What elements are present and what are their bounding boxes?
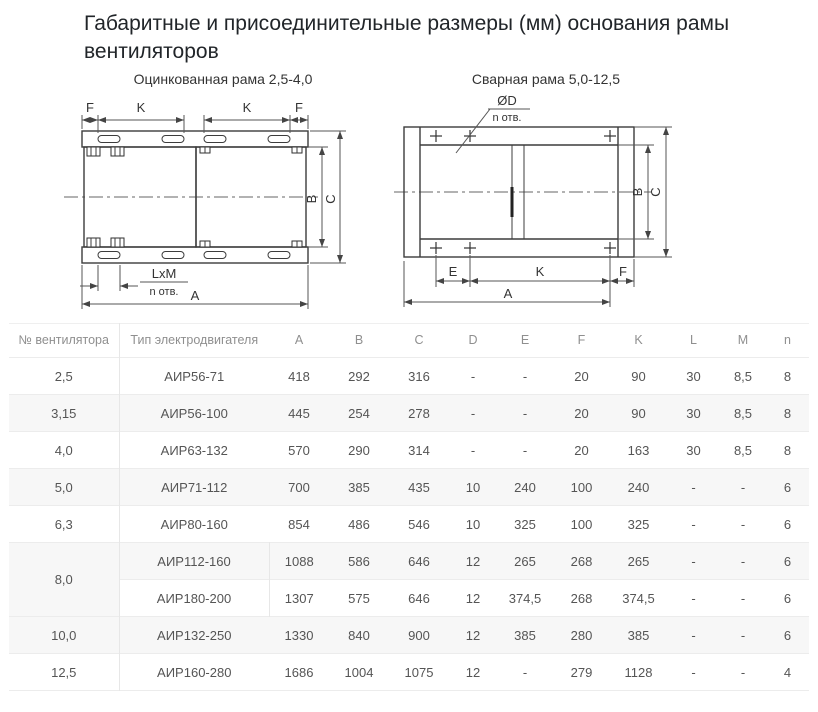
table-cell: - — [449, 395, 497, 432]
dim-label-f1: F — [86, 100, 94, 116]
table-cell: - — [667, 543, 720, 580]
dimension-line-a — [82, 265, 308, 309]
table-cell: 20 — [553, 395, 610, 432]
table-cell: 4 — [783, 664, 792, 680]
table-cell: 374,5 — [508, 590, 542, 606]
cell-motor-type: АИР80-160 — [160, 516, 228, 532]
holes-count-label: n отв. — [492, 112, 522, 125]
diagram-galvanized-title: Оцинкованная рама 2,5-4,0 — [133, 71, 313, 88]
dim-label-a: A — [503, 286, 513, 302]
table-row — [9, 432, 809, 469]
table-cell: 385 — [610, 617, 667, 654]
header-col-d: D — [468, 333, 478, 348]
table-row — [9, 580, 809, 617]
table-cell: 418 — [288, 368, 310, 384]
cell-fan-number: 10,0 — [9, 617, 119, 654]
dim-label-b: B — [304, 195, 319, 204]
diagram-galvanized-frame — [56, 71, 390, 315]
header-motor-type: Тип электродвигателя — [130, 333, 259, 348]
dim-label-a: A — [190, 288, 200, 304]
table-cell: 30 — [686, 368, 701, 384]
dim-label-f: F — [619, 264, 627, 280]
holes-count-label: n отв. — [149, 286, 179, 299]
dimension-lines-top — [82, 100, 308, 133]
table-cell: 279 — [570, 664, 593, 680]
table-cell: 854 — [288, 516, 310, 532]
table-cell: 316 — [408, 368, 430, 384]
table-cell: 12 — [465, 664, 481, 680]
table-cell: 8 — [783, 368, 792, 384]
cell-fan-number: 8,0 — [9, 543, 119, 617]
table-cell: 486 — [348, 516, 370, 532]
table-cell: 90 — [610, 395, 667, 432]
table-cell: - — [667, 617, 720, 654]
table-cell: 325 — [627, 516, 650, 532]
welded-frame-drawing — [394, 87, 694, 315]
table-row — [9, 395, 809, 432]
table-cell: 325 — [514, 516, 536, 532]
cell-motor-type: АИР56-71 — [164, 368, 225, 384]
cell-fan-number: 6,3 — [9, 506, 119, 543]
header-col-e: E — [520, 333, 530, 348]
dim-label-k: K — [535, 264, 545, 280]
page-title: Габаритные и присоединительные размеры (мм) основания рамы вентиляторов — [84, 12, 730, 63]
table-cell: - — [691, 590, 696, 606]
cell-fan-number: 4,0 — [9, 432, 119, 469]
table-row — [9, 543, 809, 580]
table-cell: 546 — [408, 516, 430, 532]
diagram-welded-title: Сварная рама 5,0-12,5 — [471, 71, 621, 88]
table-cell: 268 — [570, 590, 593, 606]
table-cell: 10 — [465, 516, 481, 532]
table-cell: - — [740, 590, 746, 606]
table-cell: 575 — [348, 590, 370, 606]
hole-diameter-callout — [456, 93, 530, 153]
dim-label-c: C — [323, 194, 338, 205]
table-cell: 6 — [766, 543, 809, 580]
cell-fan-number: 2,5 — [9, 358, 119, 395]
table-cell: 8,5 — [733, 368, 753, 384]
diagram-welded-frame — [394, 71, 698, 315]
cell-motor-type: АИР56-100 — [119, 395, 269, 432]
cell-motor-type: АИР63-132 — [160, 442, 228, 458]
table-cell: - — [740, 664, 746, 680]
cell-fan-number: 5,0 — [9, 469, 119, 506]
dim-label-k1: K — [136, 100, 146, 116]
table-cell: - — [470, 368, 476, 384]
hole-dia-label: ØD — [497, 93, 517, 109]
table-cell: 1004 — [344, 664, 374, 680]
header-col-c: C — [414, 333, 424, 348]
table-cell: 240 — [497, 469, 553, 506]
galvanized-frame-drawing — [56, 87, 390, 315]
table-cell: 265 — [610, 543, 667, 580]
table-cell: 586 — [329, 543, 389, 580]
table-cell: 385 — [329, 469, 389, 506]
cell-motor-type: АИР132-250 — [119, 617, 269, 654]
cell-motor-type: АИР112-160 — [119, 543, 269, 580]
table-cell: - — [691, 516, 696, 532]
header-col-l: L — [690, 333, 697, 348]
table-cell: 646 — [408, 590, 430, 606]
table-cell: 254 — [329, 395, 389, 432]
table-cell: 290 — [348, 442, 370, 458]
cell-fan-number: 3,15 — [9, 395, 119, 432]
page — [0, 10, 818, 712]
cell-motor-type: АИР160-280 — [157, 664, 232, 680]
table-cell: - — [522, 442, 528, 458]
table-cell: 570 — [288, 442, 310, 458]
table-cell: - — [522, 368, 528, 384]
header-col-f: F — [577, 333, 586, 348]
table-cell: 700 — [269, 469, 329, 506]
table-cell: 374,5 — [622, 590, 655, 606]
table-cell: 6 — [783, 516, 792, 532]
table-cell: - — [740, 516, 746, 532]
table-cell: - — [667, 469, 720, 506]
header-col-m: M — [737, 333, 749, 348]
table-cell: 20 — [574, 442, 589, 458]
table-cell: 8 — [783, 442, 792, 458]
table-row — [9, 469, 809, 506]
table-cell: 1307 — [284, 590, 314, 606]
dim-label-k2: K — [242, 100, 252, 116]
table-header-row — [9, 324, 809, 358]
dim-label-e: E — [448, 264, 458, 280]
table-cell: 1128 — [624, 664, 653, 680]
table-cell: - — [522, 664, 528, 680]
table-cell: - — [497, 395, 553, 432]
table-cell: - — [691, 664, 696, 680]
dimension-lines-right — [304, 131, 346, 263]
dimensions-table — [9, 323, 809, 691]
cell-motor-type: АИР71-112 — [119, 469, 269, 506]
table-cell: 8,5 — [720, 395, 766, 432]
table-cell: 314 — [408, 442, 430, 458]
table-cell: 12 — [449, 617, 497, 654]
table-cell: - — [470, 442, 476, 458]
table-cell: 900 — [389, 617, 449, 654]
header-col-a: A — [294, 333, 304, 348]
table-row — [9, 358, 809, 395]
dim-label-f2: F — [295, 100, 303, 116]
table-cell: 435 — [389, 469, 449, 506]
dim-label-b: B — [630, 188, 645, 197]
table-cell: 268 — [553, 543, 610, 580]
table-row — [9, 654, 809, 691]
table-cell: 100 — [570, 516, 593, 532]
table-cell: 12 — [449, 543, 497, 580]
table-cell: 6 — [783, 590, 792, 606]
table-row — [9, 617, 809, 654]
table-cell: 292 — [348, 368, 370, 384]
table-cell: 445 — [269, 395, 329, 432]
cell-motor-type: АИР180-200 — [119, 580, 269, 617]
dim-label-c: C — [648, 187, 663, 198]
table-cell: 10 — [449, 469, 497, 506]
table-cell: 278 — [389, 395, 449, 432]
table-cell: 163 — [627, 442, 650, 458]
slot-size-callout — [80, 265, 188, 298]
table-cell: 1330 — [269, 617, 329, 654]
table-cell: 6 — [766, 469, 809, 506]
table-cell: 100 — [553, 469, 610, 506]
table-cell: 385 — [497, 617, 553, 654]
header-col-k: K — [634, 333, 643, 348]
table-row — [9, 506, 809, 543]
dimension-lines-bottom — [404, 255, 634, 307]
table-cell: 265 — [497, 543, 553, 580]
diagrams-row — [0, 71, 818, 315]
table-cell: 20 — [574, 368, 589, 384]
table-cell: 1088 — [269, 543, 329, 580]
table-cell: 280 — [553, 617, 610, 654]
table-cell: 646 — [389, 543, 449, 580]
header-fan-number: № вентилятора — [9, 324, 119, 358]
table-cell: - — [720, 469, 766, 506]
slot-size-label: LxM — [151, 266, 177, 282]
table-cell: 840 — [329, 617, 389, 654]
header-col-b: B — [354, 333, 364, 348]
table-cell: 6 — [766, 617, 809, 654]
table-cell: 90 — [631, 368, 646, 384]
table-cell: 8 — [766, 395, 809, 432]
table-cell: 240 — [610, 469, 667, 506]
table-cell: 1686 — [284, 664, 314, 680]
table-cell: 30 — [686, 442, 701, 458]
table-cell: 1075 — [404, 664, 434, 680]
table-cell: - — [720, 617, 766, 654]
cell-fan-number: 12,5 — [9, 654, 119, 691]
table-cell: - — [720, 543, 766, 580]
header-col-n: n — [784, 333, 791, 348]
table-cell: 30 — [667, 395, 720, 432]
table-cell: 8,5 — [733, 442, 753, 458]
table-cell: 12 — [465, 590, 481, 606]
